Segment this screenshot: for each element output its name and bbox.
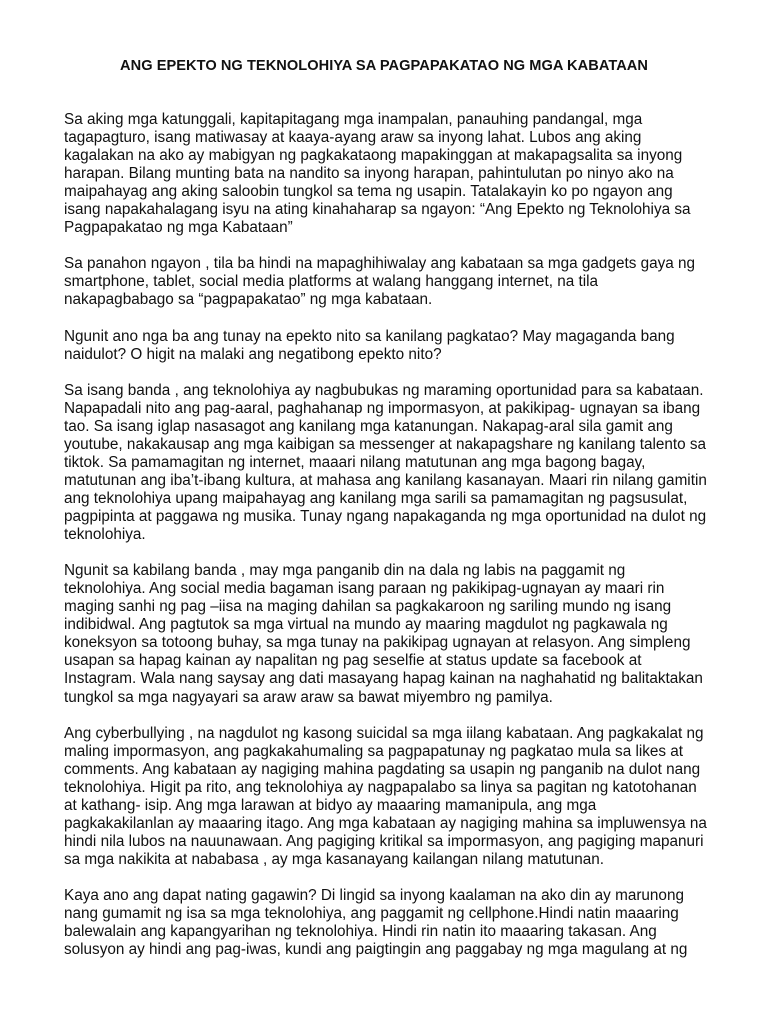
- text-line: youtube, nakakausap ang mga kaibigan sa messenger at nakapagshare ng kanilang talento sa: [64, 435, 707, 453]
- text-line: smartphone, tablet, social media platforms at walang hanggang internet, na tila: [64, 273, 599, 291]
- text-line: solusyon ay hindi ang pag-iwas, kundi ang paigtingin ang paggabay ng mga magulang at ng: [64, 941, 688, 959]
- text-line: tagapagturo, isang matiwasay at kaaya-ayang araw sa inyong lahat. Lubos ang aking: [64, 129, 642, 147]
- text-line: Napapadali nito ang pag-aaral, paghahanap ng impormasyon, at pakikipag- ugnayan sa ibang: [64, 399, 701, 417]
- paragraph: [64, 328, 724, 364]
- text-line: ang teknolohiya upang maipahayag ang kanilang mga sarili sa pamamagitan ng pagsusulat,: [64, 489, 688, 507]
- text-line: teknolohiya.: [64, 526, 146, 544]
- text-line: Ang cyberbullying , na nagdulot ng kasong suicidal sa mga iilang kabataan. Ang pagkakalat ng: [64, 724, 704, 742]
- text-line: hindi nila lubos na nauunawaan. Ang pagiging kritikal sa impormasyon, ang pagiging mapanuri: [64, 832, 704, 850]
- text-line: Sa aking mga katunggali, kapitapitagang mga inampalan, panauhing pandangal, mga: [64, 111, 643, 128]
- paragraph: [64, 255, 724, 309]
- text-line: sa mga nakikita at nababasa , ay mga kasanayang kailangan nilang matutunan.: [64, 850, 604, 868]
- text-line: at kathang- isip. Ang mga larawan at bidyo ay maaaring mamanipula, ang mga: [64, 796, 597, 814]
- text-line: harapan. Bilang munting bata na nandito sa inyong harapan, pahintulutan po ninyo ako na: [64, 165, 674, 183]
- text-line: Kaya ano ang dapat nating gagawin? Di lingid sa inyong kaalaman na ako din ay marunong: [64, 887, 684, 905]
- text-line: matutunan ang iba’t-ibang kultura, at mahasa ang kanilang kasanayan. Maari rin nilang gamitin: [64, 471, 707, 489]
- text-line: maling impormasyon, ang pagkakahumaling sa pagpapatunay ng pagkatao mula sa likes at: [64, 742, 684, 760]
- text-line: Pagpapakatao ng mga Kabataan”: [64, 219, 293, 237]
- document-title: ANG EPEKTO NG TEKNOLOHIYA SA PAGPAPAKATAO NG MGA KABATAAN: [120, 58, 648, 74]
- text-line: pagpipinta at paggawa ng musika. Tunay ngang napakaganda ng mga oportunidad na dulot ng: [64, 508, 707, 526]
- text-line: Sa panahon ngayon , tila ba hindi na mapaghihiwalay ang kabataan sa mga gadgets gaya ng: [64, 255, 696, 273]
- text-line: teknolohiya. Ang social media bagaman isang paraan ng pakikipag-ugnayan ay maari rin: [64, 580, 665, 598]
- text-line: comments. Ang kabataan ay nagiging mahina pagdating sa usapin ng panganib na dulot nang: [64, 760, 701, 778]
- text-line: usapan sa hapag kainan ay napalitan ng pag seselfie at status update sa facebook at: [64, 652, 642, 670]
- text-line: maging sanhi ng pag –iisa na maging dahilan sa pagkakaroon ng sariling mundo ng isang: [64, 598, 672, 616]
- text-line: nakapagbabago sa “pagpapakatao” ng mga kabataan.: [64, 291, 433, 309]
- text-line: tiktok. Sa pamamagitan ng internet, maaari nilang matutunan ang mga bagong bagay,: [64, 453, 646, 471]
- text-line: Sa isang banda , ang teknolohiya ay nagbubukas ng maraming oportunidad para sa kabataan.: [64, 381, 704, 399]
- text-line: isang napakahalagang isyu na ating kinahaharap sa ngayon: “Ang Epekto ng Teknolohiya sa: [64, 201, 691, 219]
- text-line: tungkol sa mga nagyayari sa araw araw sa bawat miyembro ng pamilya.: [64, 688, 553, 706]
- text-line: indibidwal. Ang pagtutok sa mga virtual na mundo ay maaring magdulot ng pagkawala ng: [64, 616, 668, 634]
- text-line: pagkakakilanlan ay maaaring itago. Ang mga kabataan ay nagiging mahina sa impluwensya na: [64, 814, 707, 832]
- text-line: tao. Sa isang iglap nasasagot ang kanilang mga katanungan. Nakapag-aral sila gamit ang: [64, 417, 673, 435]
- document-body: [64, 111, 724, 977]
- text-line: maipahayag ang aking saloobin tungkol sa tema ng usapin. Tatalakayin ko po ngayon ang: [64, 183, 673, 201]
- paragraph: [64, 562, 724, 706]
- text-line: Ngunit ano nga ba ang tunay na epekto nito sa kanilang pagkatao? May magaganda bang: [64, 327, 675, 345]
- text-line: Instagram. Wala nang saysay ang dati masayang hapag kainan na naghahatid ng balitaktakan: [64, 670, 703, 688]
- text-line: balewalain ang kapangyarihan ng teknolohiya. Hindi rin natin ito maaaring takasan. Ang: [64, 923, 657, 941]
- text-line: nang gumamit ng isa sa mga teknolohiya, ang paggamit ng cellphone.Hindi natin maaaring: [64, 905, 679, 923]
- paragraph: [64, 887, 724, 959]
- paragraph: [64, 382, 724, 544]
- text-line: Ngunit sa kabilang banda , may mga panganib din na dala ng labis na paggamit ng: [64, 562, 626, 580]
- text-line: kagalakan na ako ay mabigyan ng pagkakataong mapakinggan at makapagsalita sa inyong: [64, 147, 683, 165]
- paragraph: [64, 725, 724, 869]
- text-line: koneksyon sa totoong buhay, sa mga tunay na pakikipag ugnayan at relasyon. Ang simpleng: [64, 634, 691, 652]
- text-line: teknolohiya. Higit pa rito, ang teknolohiya ay nagpapalabo sa linya sa pagitan ng katotohanan: [64, 778, 697, 796]
- paragraph: [64, 111, 724, 237]
- text-line: naidulot? O higit na malaki ang negatibong epekto nito?: [64, 345, 442, 363]
